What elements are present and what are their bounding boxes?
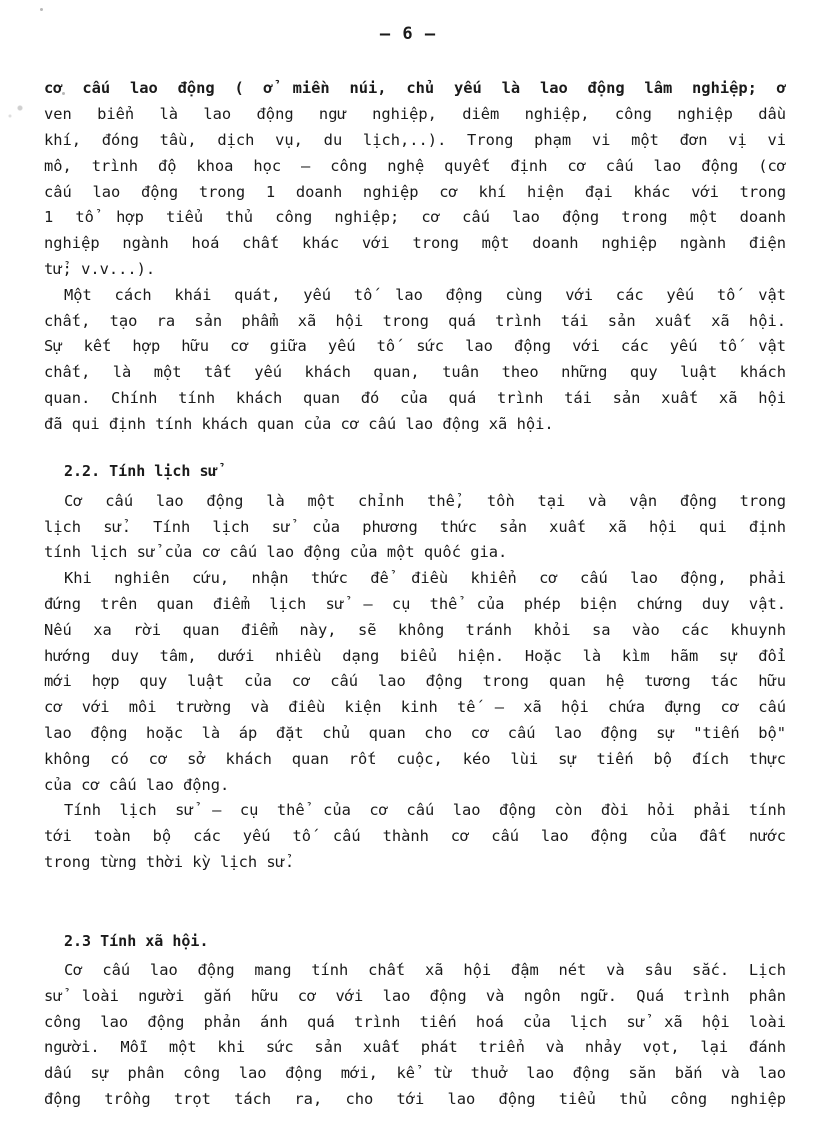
paragraph-line: Sự kết hợp hữu cơ giữa yếu tố sức lao động với các yếu tố vật bbox=[44, 337, 786, 355]
paragraph-line: lao động hoặc là áp đặt chủ quan cho cơ cấu lao động sự "tiến bộ" bbox=[44, 724, 786, 742]
paragraph-line: chất, tạo ra sản phẩm xã hội trong quá trình tái sản xuất xã hội. bbox=[44, 312, 786, 330]
paragraph-line: đã qui định tính khách quan của cơ cấu lao động xã hội. bbox=[44, 415, 554, 433]
paragraph-line: mô, trình độ khoa học – công nghệ quyết định cơ cấu lao động (cơ bbox=[44, 157, 786, 175]
paragraph-line: Một cách khái quát, yếu tố lao động cùng với các yếu tố vật bbox=[64, 286, 786, 304]
scan-speck bbox=[40, 8, 43, 11]
paragraph-line: cơ với môi trường và điều kiện kinh tế – xã hội chứa đựng cơ cấu bbox=[44, 698, 786, 716]
paragraph-line: đứng trên quan điểm lịch sử – cụ thể của phép biện chứng duy vật. bbox=[44, 595, 786, 613]
paragraph-line: hướng duy tâm, dưới nhiều dạng biểu hiện. Hoặc là kìm hãm sự đổi bbox=[44, 647, 786, 665]
paragraph-line: chất, là một tất yếu khách quan, tuân theo những quy luật khách bbox=[44, 363, 786, 381]
paragraph-line: cơ cấu lao động ( ở miền núi, chủ yếu là lao động lâm nghiệp; ở bbox=[44, 79, 786, 97]
scan-smudge bbox=[0, 88, 30, 128]
paragraph-line: mới hợp quy luật của cơ cấu lao động trong quan hệ tương tác hữu bbox=[44, 672, 786, 690]
paragraph-line: Nếu xa rời quan điểm này, sẽ không tránh khỏi sa vào các khuynh bbox=[44, 621, 786, 639]
paragraph-line: động trồng trọt tách ra, cho tới lao động tiểu thủ công nghiệp bbox=[44, 1090, 786, 1108]
paragraph-line: tử; v.v...). bbox=[44, 260, 156, 278]
paragraph-line: cấu lao động trong 1 doanh nghiệp cơ khí hiện đại khác với trong bbox=[44, 183, 786, 201]
paragraph-line: khí, đóng tầu, dịch vụ, du lịch,..). Trong phạm vi một đơn vị vi bbox=[44, 131, 786, 149]
paragraph-line: lịch sử. Tính lịch sử của phương thức sản xuất xã hội qui định bbox=[44, 518, 786, 536]
paragraph-line: người. Mỗi một khi sức sản xuất phát triển và nhảy vọt, lại đánh bbox=[44, 1038, 786, 1056]
paragraph-line: Tính lịch sử – cụ thể của cơ cấu lao động còn đòi hỏi phải tính bbox=[64, 801, 786, 819]
paragraph-line: công lao động phản ánh quá trình tiến hoá của lịch sử xã hội loài bbox=[44, 1013, 786, 1031]
paragraph-line: trong từng thời kỳ lịch sử. bbox=[44, 853, 295, 871]
paragraph-line: Cơ cấu lao động mang tính chất xã hội đậm nét và sâu sắc. Lịch bbox=[64, 961, 786, 979]
paragraph-line: ven biển là lao động ngư nghiệp, diêm nghiệp, công nghiệp dầu bbox=[44, 105, 786, 123]
section-heading: 2.3 Tính xã hội. bbox=[64, 932, 209, 950]
paragraph-line: tới toàn bộ các yếu tố cấu thành cơ cấu lao động của đất nước bbox=[44, 827, 786, 845]
paragraph-line: Khi nghiên cứu, nhận thức để điều khiển cơ cấu lao động, phải bbox=[64, 569, 786, 587]
paragraph-line: quan. Chính tính khách quan đó của quá trình tái sản xuất xã hội bbox=[44, 389, 786, 407]
paragraph-line: Cơ cấu lao động là một chỉnh thể, tồn tại và vận động trong bbox=[64, 492, 786, 510]
paragraph-line: không có cơ sở khách quan rốt cuộc, kéo lùi sự tiến bộ đích thực bbox=[44, 750, 786, 768]
paragraph-line: của cơ cấu lao động. bbox=[44, 776, 230, 794]
section-heading: 2.2. Tính lịch sử bbox=[64, 462, 218, 480]
paragraph-line: tính lịch sử của cơ cấu lao động của một quốc gia. bbox=[44, 543, 508, 561]
page-number: – 6 – bbox=[379, 24, 437, 44]
paragraph-line: 1 tổ hợp tiểu thủ công nghiệp; cơ cấu lao động trong một doanh bbox=[44, 208, 786, 226]
paragraph-line: dấu sự phân công lao động mới, kể từ thuở lao động săn bắn và lao bbox=[44, 1064, 786, 1082]
paragraph-line: nghiệp ngành hoá chất khác với trong một doanh nghiệp ngành điện bbox=[44, 234, 786, 252]
paragraph-line: sử loài người gắn hữu cơ với lao động và ngôn ngữ. Quá trình phân bbox=[44, 987, 786, 1005]
